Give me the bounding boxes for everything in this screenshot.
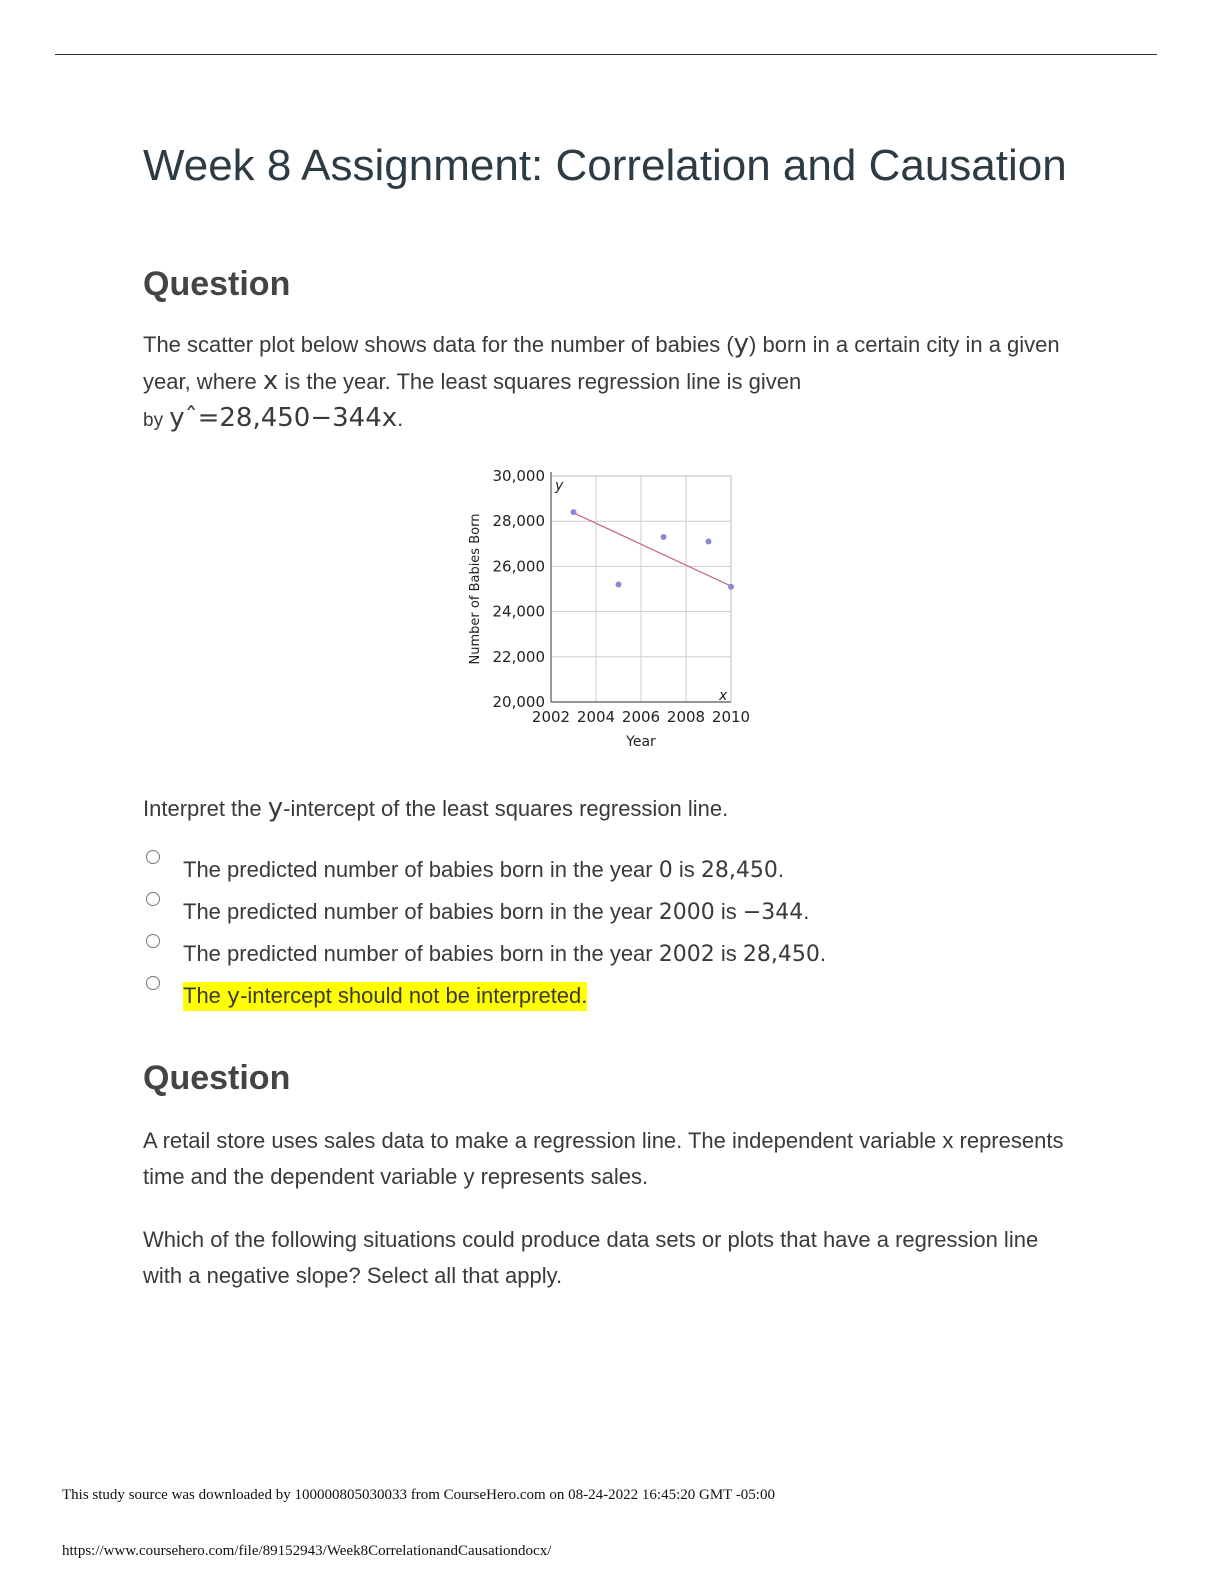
option-label-highlighted: The y-intercept should not be interpreted. [183, 983, 588, 1009]
question-1-text [143, 326, 1073, 439]
regression-equation: yˆ=28,450−344x [169, 403, 398, 433]
radio-button[interactable] [146, 976, 160, 990]
x-tick-label: 2008 [666, 708, 706, 726]
q1-var-x: x [262, 366, 279, 396]
answer-option-2[interactable] [143, 890, 1043, 932]
x-tick-label: 2002 [531, 708, 571, 726]
document-content [143, 140, 1083, 1288]
regression-line [574, 513, 732, 586]
page-title: Week 8 Assignment: Correlation and Causation [143, 141, 1067, 190]
y-tick-label: 30,000 [492, 467, 545, 485]
data-point [661, 534, 667, 540]
q1-text-b: ) born in a certain city in a given year, where [143, 332, 1060, 394]
answer-options [143, 848, 1043, 1016]
option-label: The predicted number of babies born in the year 0 is 28,450. [183, 857, 784, 883]
question-1-heading: Question [143, 265, 291, 303]
y-tick-label: 22,000 [492, 647, 545, 666]
interp-var-y: y [267, 793, 284, 823]
y-tick-label: 24,000 [492, 602, 545, 621]
source-url: https://www.coursehero.com/file/89152943/Week8CorrelationandCausationdocx/ [62, 1543, 552, 1559]
question-2-prompt: Which of the following situations could produce data sets or plots that have a regression line with a negative slope? Select all that apply. [143, 1227, 1039, 1288]
x-tick-label: 2006 [621, 708, 661, 726]
answer-option-1[interactable] [143, 848, 1043, 890]
top-rule [55, 54, 1157, 55]
q1-text-a: The scatter plot below shows data for the number of babies ( [143, 332, 734, 357]
question-2-heading: Question [143, 1059, 291, 1097]
radio-button[interactable] [146, 934, 160, 948]
option-label: The predicted number of babies born in the year 2002 is 28,450. [183, 941, 826, 967]
question-2-text: A retail store uses sales data to make a regression line. The independent variable x represents time and the dependent variable y represents sales. [143, 1128, 1064, 1189]
chart-labels [468, 467, 750, 750]
option-label: The predicted number of babies born in the year 2000 is −344. [183, 899, 810, 925]
x-tick-label: 2010 [711, 708, 751, 726]
y-tick-label: 20,000 [492, 693, 545, 711]
answer-option-3[interactable] [143, 932, 1043, 974]
q1-by: by [143, 410, 164, 431]
regression-line-layer [574, 513, 732, 586]
x-tick-label: 2004 [576, 708, 616, 726]
chart-grid [551, 476, 731, 702]
interpret-prompt [143, 790, 728, 827]
y-axis-letter: y [555, 478, 564, 494]
scatter-plot-svg [461, 460, 761, 760]
data-point [706, 539, 712, 545]
download-notice: This study source was downloaded by 100000805030033 from CourseHero.com on 08-24-2022 16:45:20 GMT -05:00 [62, 1487, 775, 1503]
q1-var-y: y [733, 329, 750, 359]
data-point [571, 509, 577, 515]
radio-button[interactable] [146, 892, 160, 906]
answer-option-4[interactable] [143, 974, 1043, 1016]
scatter-plot [461, 460, 761, 760]
radio-button[interactable] [146, 850, 160, 864]
interp-text-b: -intercept of the least squares regression line. [283, 796, 729, 821]
y-axis-title: Number of Babies Born [468, 513, 483, 665]
q1-text-c: is the year. The least squares regression line is given [278, 369, 802, 394]
y-tick-label: 26,000 [492, 557, 545, 576]
y-tick-label: 28,000 [492, 512, 545, 531]
x-axis-title: Year [626, 734, 656, 750]
data-point [728, 584, 734, 590]
x-axis-letter: x [719, 688, 728, 704]
interp-text-a: Interpret the [143, 796, 268, 821]
q1-period: . [397, 406, 404, 431]
data-point [616, 581, 622, 587]
